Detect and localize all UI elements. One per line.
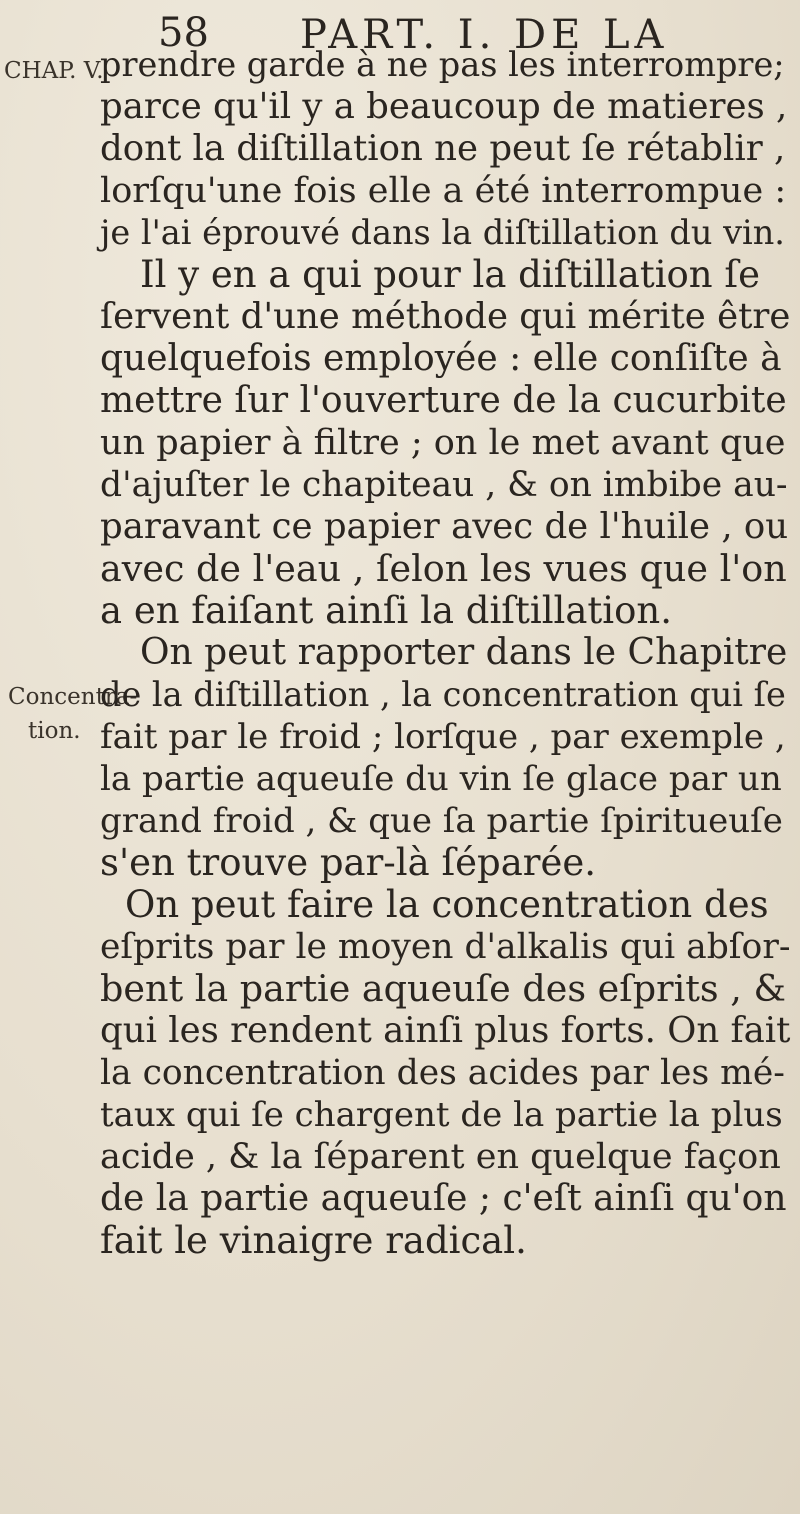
- text-line: On peut rapporter dans le Chapitre: [140, 632, 788, 673]
- margin-note-concentration-cont: tion.: [28, 718, 81, 744]
- text-line: Il y en a qui pour la diſtillation ſe: [140, 253, 760, 296]
- text-line: acide , & la ſéparent en quelque façon: [100, 1137, 781, 1177]
- text-line: je l'ai éprouvé dans la diſtillation du vin.: [100, 213, 785, 252]
- text-line: eſprits par le moyen d'alkalis qui abſor-: [100, 927, 791, 967]
- margin-note-chapter: CHAP. V.: [4, 58, 104, 84]
- running-title: PART. I. DE LA: [300, 12, 669, 58]
- text-line: quelquefois employée : elle conſiſte à: [100, 338, 782, 379]
- text-line: la concentration des acides par les mé-: [100, 1053, 785, 1093]
- text-line: ſervent d'une méthode qui mérite être: [100, 296, 791, 337]
- text-line: parce qu'il y a beaucoup de matieres ,: [100, 86, 788, 127]
- text-line: d'ajuſter le chapiteau , & on imbibe au-: [100, 465, 788, 505]
- text-line: la partie aqueuſe du vin ſe glace par un: [100, 759, 782, 799]
- text-line: fait par le froid ; lorſque , par exemple ,: [100, 717, 786, 757]
- text-line: qui les rendent ainſi plus forts. On fait: [100, 1010, 791, 1051]
- body-text: [100, 44, 790, 1262]
- text-line: lorſqu'une fois elle a été interrompue :: [100, 171, 787, 211]
- text-line: avec de l'eau , ſelon les vues que l'on: [100, 547, 787, 590]
- text-line: bent la partie aqueuſe des eſprits , &: [100, 967, 786, 1010]
- margin-note-concentration: Concentra-: [8, 684, 138, 710]
- text-line: un papier à filtre ; on le met avant que: [100, 423, 786, 463]
- text-line: taux qui ſe chargent de la partie la plus: [100, 1095, 783, 1135]
- text-line: fait le vinaigre radical.: [100, 1219, 527, 1262]
- text-line: On peut faire la concentration des: [125, 883, 769, 926]
- text-line: paravant ce papier avec de l'huile , ou: [100, 506, 789, 547]
- text-line: mettre ſur l'ouverture de la cucurbite: [100, 380, 787, 421]
- text-line: s'en trouve par-là ſéparée.: [100, 841, 597, 884]
- text-line: a en faiſant ainſi la diſtillation.: [100, 589, 672, 632]
- page-number: 58: [158, 10, 209, 56]
- text-line: de la partie aqueuſe ; c'eſt ainſi qu'on: [100, 1178, 787, 1219]
- text-line: grand froid , & que ſa partie ſpiritueuſe: [100, 801, 783, 841]
- text-line: de la diſtillation , la concentration qui ſe: [100, 675, 786, 714]
- text-line: prendre garde à ne pas les interrompre;: [100, 45, 785, 84]
- text-line: dont la diſtillation ne peut ſe rétablir ,: [100, 128, 786, 169]
